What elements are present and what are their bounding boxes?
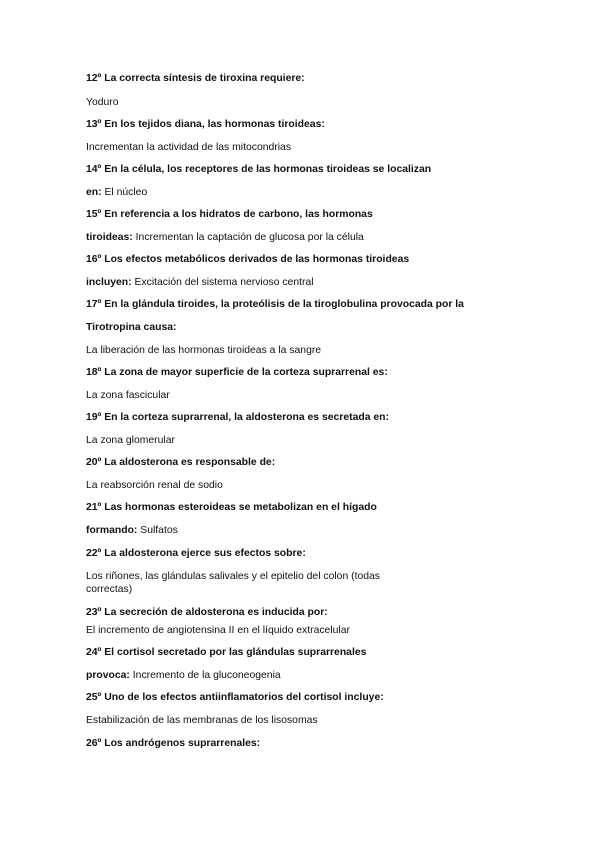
question-text: provoca: [86, 670, 130, 681]
question-line [86, 737, 260, 750]
answer-text: Excitación del sistema nervioso central [134, 277, 314, 288]
question-line [86, 646, 366, 659]
answer-line [86, 714, 318, 727]
question-text: 21º Las hormonas esteroideas se metabolizan en el hígado [86, 502, 377, 513]
question-text: en: [86, 187, 102, 198]
question-text: 26º Los andrógenos suprarrenales: [86, 738, 261, 749]
question-line [86, 298, 464, 311]
question-text: 13º En los tejidos diana, las hormonas tiroideas: [86, 119, 325, 130]
answer-text: La liberación de las hormonas tiroideas a la sangre [86, 345, 322, 356]
question-text: incluyen: [86, 277, 132, 288]
question-text: 20º La aldosterona es responsable de: [86, 457, 276, 468]
question-line [86, 606, 328, 619]
answer-text: Sulfatos [140, 525, 178, 536]
answer-line [86, 669, 281, 682]
answer-line [86, 624, 350, 637]
question-line [86, 411, 389, 424]
answer-line [86, 434, 175, 447]
question-line [86, 72, 305, 85]
answer-text: La zona glomerular [86, 435, 175, 446]
question-text: Tirotropina causa: [86, 322, 177, 333]
answer-line [86, 479, 223, 492]
answer-text: La zona fascicular [86, 390, 170, 401]
question-line [86, 208, 373, 221]
question-text: 22º La aldosterona ejerce sus efectos sobre: [86, 548, 306, 559]
question-line [86, 547, 306, 560]
question-line [86, 253, 409, 266]
question-text: 23º La secreción de aldosterona es inducida por: [86, 607, 328, 618]
answer-text: Estabilización de las membranas de los lisosomas [86, 715, 318, 726]
answer-text: Incremento de la gluconeogenia [132, 670, 281, 681]
question-text: 14º En la célula, los receptores de las hormonas tiroideas se localizan [86, 164, 432, 175]
answer-text: Los riñones, las glándulas salivales y el epitelio del colon (todas correctas) [86, 571, 380, 595]
answer-text: Yoduro [86, 97, 119, 108]
question-line [86, 456, 275, 469]
answer-text: Incrementan la captación de glucosa por la célula [135, 232, 364, 243]
answer-line [86, 570, 416, 596]
answer-line [86, 96, 119, 109]
answer-line [86, 186, 147, 199]
question-text: tiroideas: [86, 232, 133, 243]
question-text: formando: [86, 525, 138, 536]
question-line [86, 366, 388, 379]
question-text: 19º En la corteza suprarrenal, la aldosterona es secretada en: [86, 412, 389, 423]
question-line [86, 163, 431, 176]
question-text: 15º En referencia a los hidratos de carbono, las hormonas [86, 209, 373, 220]
answer-line [86, 524, 178, 537]
answer-text: La reabsorción renal de sodio [86, 480, 223, 491]
question-text: 25º Uno de los efectos antiinflamatorios del cortisol incluye: [86, 692, 384, 703]
question-line [86, 118, 325, 131]
question-text: 18º La zona de mayor superficie de la corteza suprarrenal es: [86, 367, 388, 378]
answer-text: Incrementan la actividad de las mitocondrias [86, 142, 292, 153]
question-line [86, 691, 384, 704]
question-text: 16º Los efectos metabólicos derivados de las hormonas tiroideas [86, 254, 410, 265]
answer-line [86, 141, 291, 154]
answer-text: El núcleo [104, 187, 148, 198]
question-line [86, 501, 377, 514]
question-text: 24º El cortisol secretado por las glándulas suprarrenales [86, 647, 367, 658]
answer-line [86, 231, 364, 244]
answer-line [86, 344, 321, 357]
question-line [86, 321, 176, 334]
answer-line [86, 389, 170, 402]
question-text: 17º En la glándula tiroides, la proteólisis de la tiroglobulina provocada por la [86, 299, 464, 310]
answer-text: El incremento de angiotensina II en el líquido extracelular [86, 625, 350, 636]
answer-line [86, 276, 314, 289]
question-text: 12º La correcta síntesis de tiroxina requiere: [86, 73, 305, 84]
